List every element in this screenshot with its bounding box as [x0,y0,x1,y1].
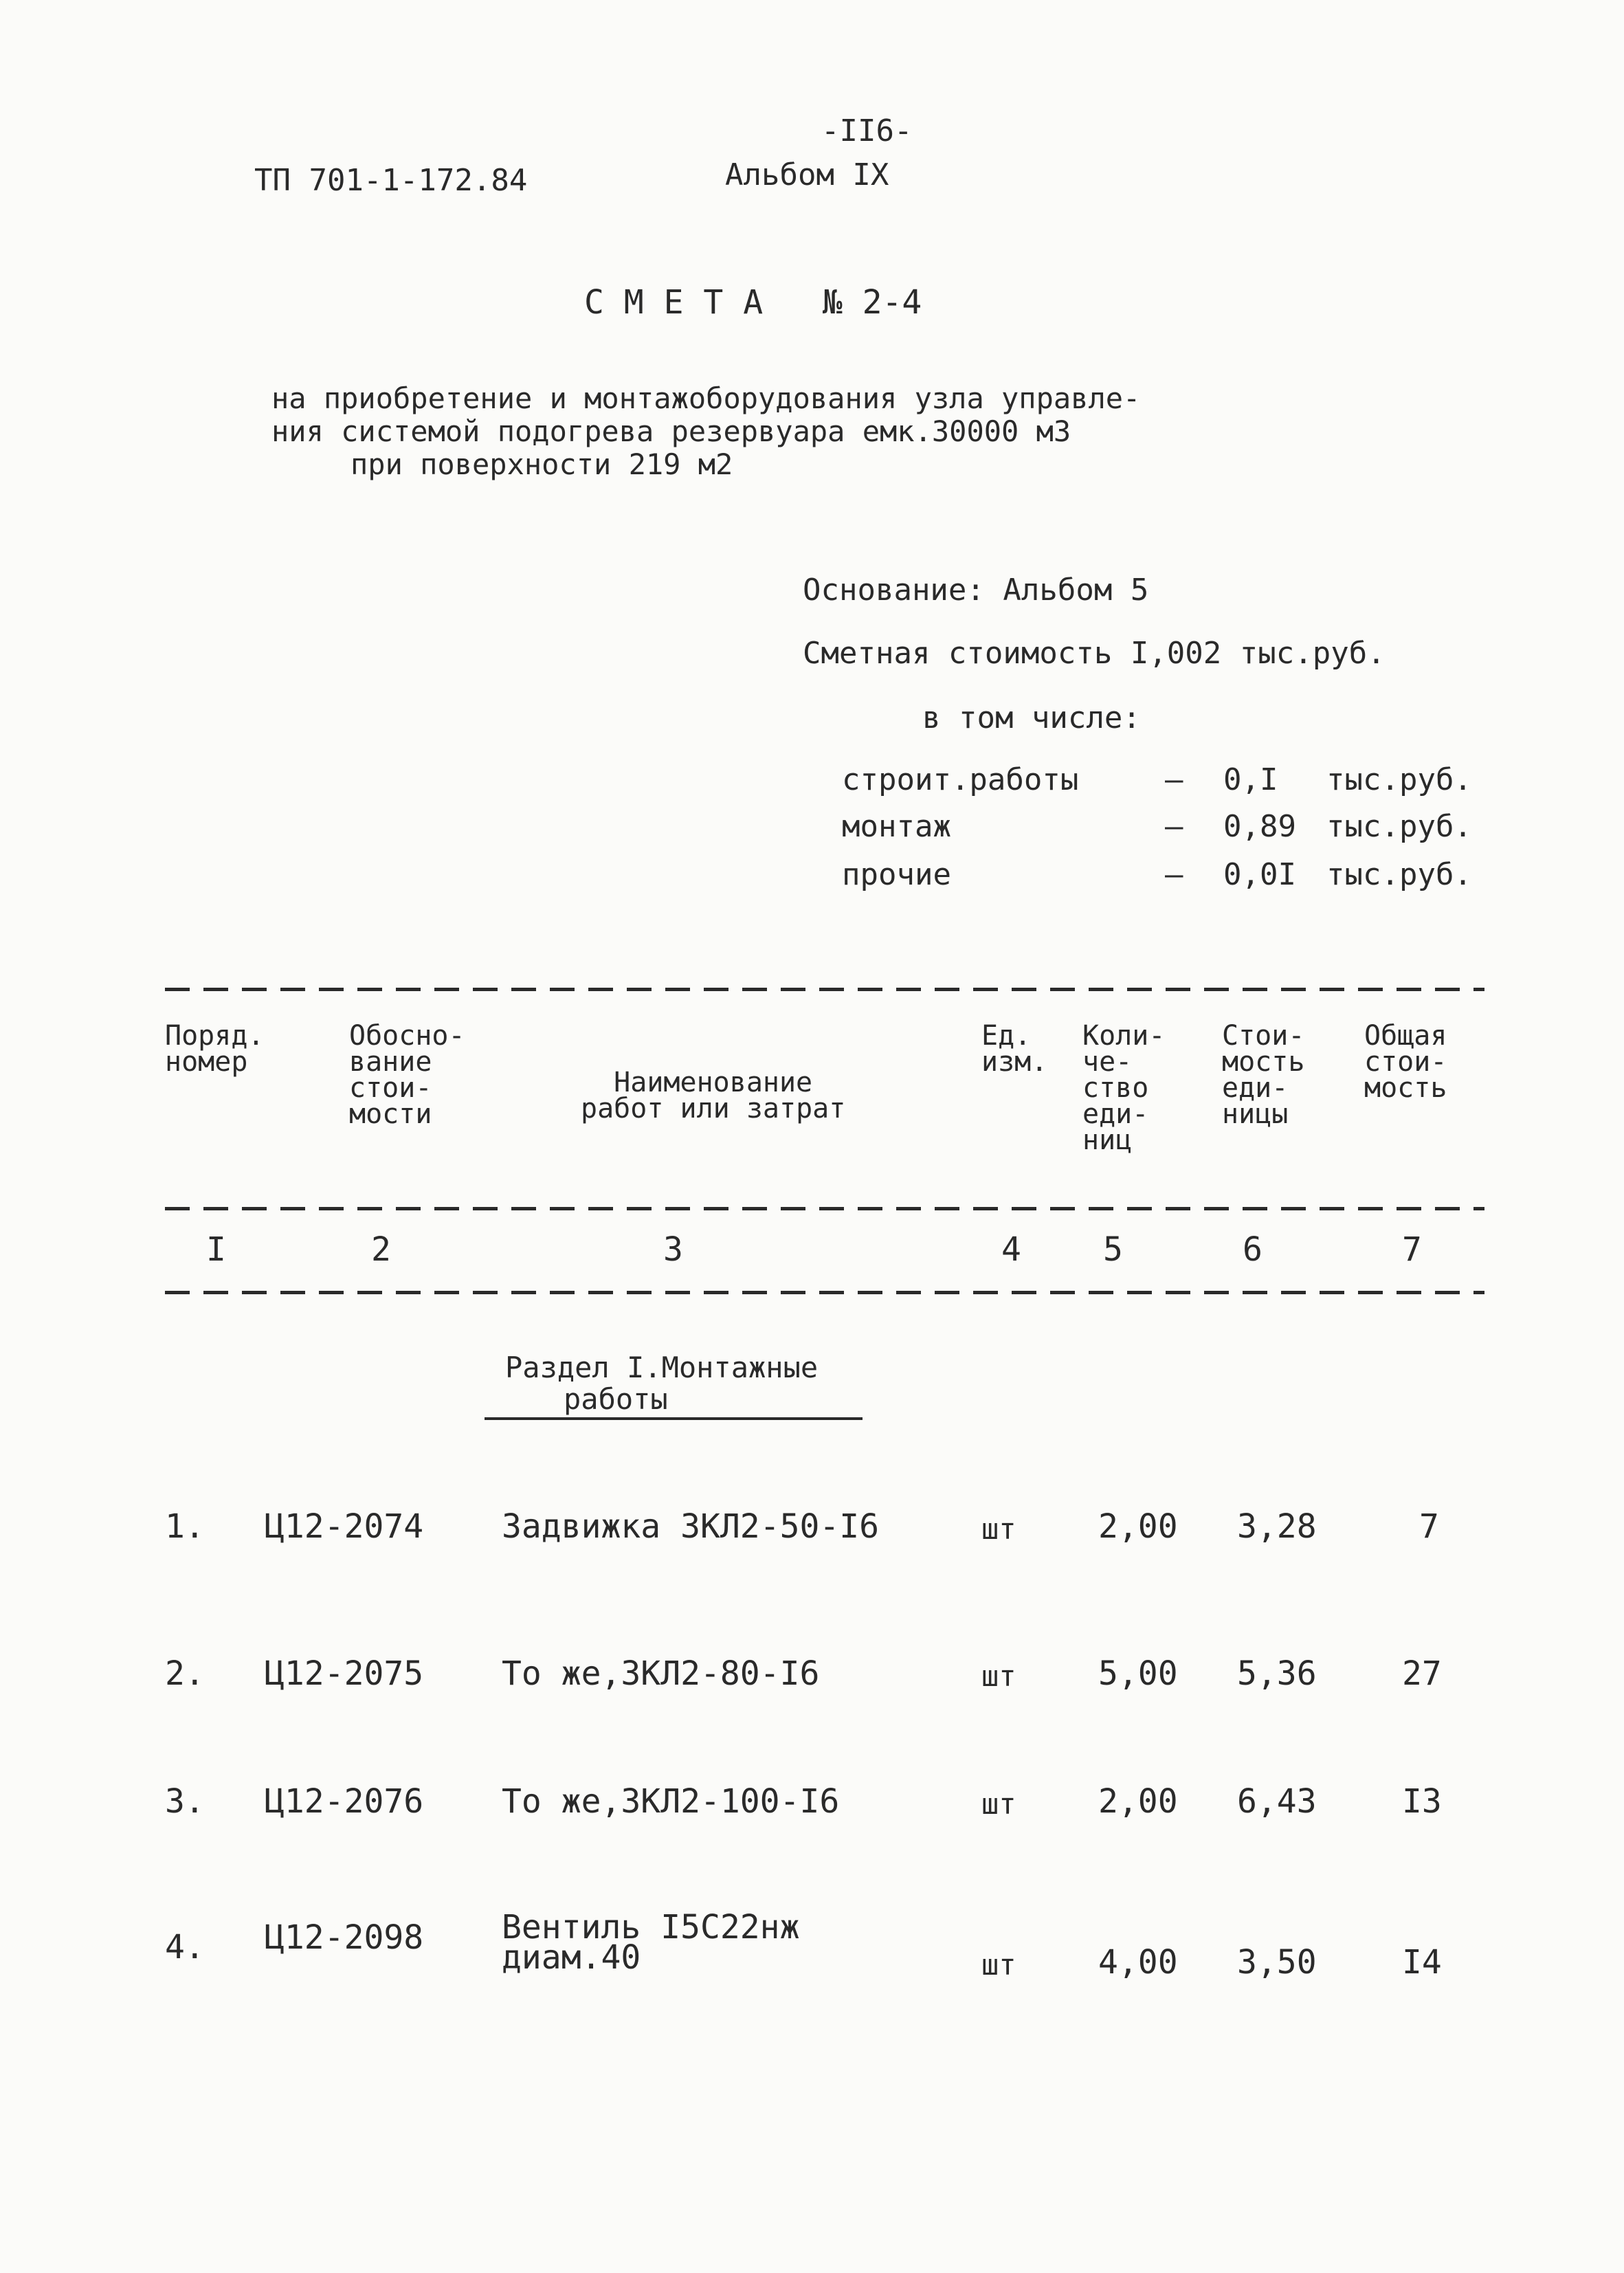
row-total: I3 [1402,1782,1442,1821]
table-top-rule [165,988,1484,991]
column-number: I [206,1230,226,1269]
page-number: -II6- [821,113,913,148]
summary-value: 0,I [1223,762,1278,797]
row-quantity: 5,00 [1098,1654,1178,1693]
subtitle-line-3: при поверхности 219 м2 [351,447,733,481]
section-title-line-2: работы [564,1382,668,1416]
column-numbers-rule [165,1291,1484,1294]
header-unit-price: Стои- мость еди- ницы [1222,1020,1305,1130]
basis-line: Основание: Альбом 5 [803,573,1149,608]
row-unit: шт [981,1787,1016,1821]
row-number: 3. [165,1782,205,1821]
summary-unit: тыс.руб. [1326,762,1472,797]
row-unit-price: 6,43 [1237,1782,1317,1821]
section-title-line-1: Раздел I.Монтажные [505,1351,819,1384]
row-quantity: 4,00 [1098,1943,1178,1982]
row-unit: шт [981,1659,1016,1693]
row-unit-price: 3,28 [1237,1507,1317,1546]
column-number: 2 [371,1230,391,1269]
row-number: 4. [165,1928,205,1966]
header-unit: Ед. изм. [981,1020,1048,1078]
row-code: Ц12-2098 [265,1918,424,1957]
row-unit-price: 5,36 [1237,1654,1317,1693]
row-number: 1. [165,1507,205,1546]
row-code: Ц12-2074 [265,1507,424,1546]
row-unit-price: 3,50 [1237,1943,1317,1982]
column-number: 7 [1402,1230,1422,1269]
summary-value: 0,89 [1223,809,1296,844]
summary-dash: – [1165,809,1183,844]
estimated-cost: Сметная стоимость I,002 тыс.руб. [803,636,1386,671]
summary-label: строит.работы [842,762,1079,797]
row-total: I4 [1402,1943,1442,1982]
row-quantity: 2,00 [1098,1507,1178,1546]
row-total: 7 [1419,1507,1439,1546]
row-name: Вентиль I5С22нж диам.40 [502,1908,800,1977]
estimate-heading: С М Е Т А № 2-4 [584,283,922,322]
row-name: То же,ЗКЛ2-100-I6 [502,1782,840,1821]
summary-dash: – [1165,762,1183,797]
subtitle-line-2: ния системой подогрева резервуара емк.30000 м3 [271,414,1071,448]
summary-unit: тыс.руб. [1326,809,1472,844]
summary-unit: тыс.руб. [1326,857,1472,892]
row-name: Задвижка ЗКЛ2-50-I6 [502,1507,880,1546]
row-number: 2. [165,1654,205,1693]
header-work-name: Наименование работ или затрат [581,1067,846,1124]
row-code: Ц12-2075 [265,1654,424,1693]
column-number: 6 [1243,1230,1263,1269]
section-title-underline [485,1417,863,1420]
column-number: 3 [663,1230,683,1269]
row-quantity: 2,00 [1098,1782,1178,1821]
header-bottom-rule [165,1207,1484,1210]
including-label: в том числе: [922,700,1141,735]
album-label: Альбом IX [725,157,889,192]
summary-label: монтаж [842,809,951,844]
header-quantity: Коли- че- ство еди- ниц [1082,1020,1166,1156]
row-unit: шт [981,1948,1016,1982]
row-name: То же,ЗКЛ2-80-I6 [502,1654,820,1693]
header-total-cost: Общая стои- мость [1364,1020,1447,1104]
header-order-number: Поряд. номер [165,1020,265,1078]
summary-value: 0,0I [1223,857,1296,892]
document-code: ТП 701-1-172.84 [254,163,528,198]
row-total: 27 [1402,1654,1442,1693]
summary-label: прочие [842,857,951,892]
column-number: 4 [1001,1230,1021,1269]
row-unit: шт [981,1512,1016,1546]
column-number: 5 [1103,1230,1123,1269]
row-code: Ц12-2076 [265,1782,424,1821]
summary-dash: – [1165,857,1183,892]
header-cost-basis: Обосно- вание стои- мости [349,1020,465,1130]
subtitle-line-1: на приобретение и монтажоборудования узла управле- [271,381,1141,415]
